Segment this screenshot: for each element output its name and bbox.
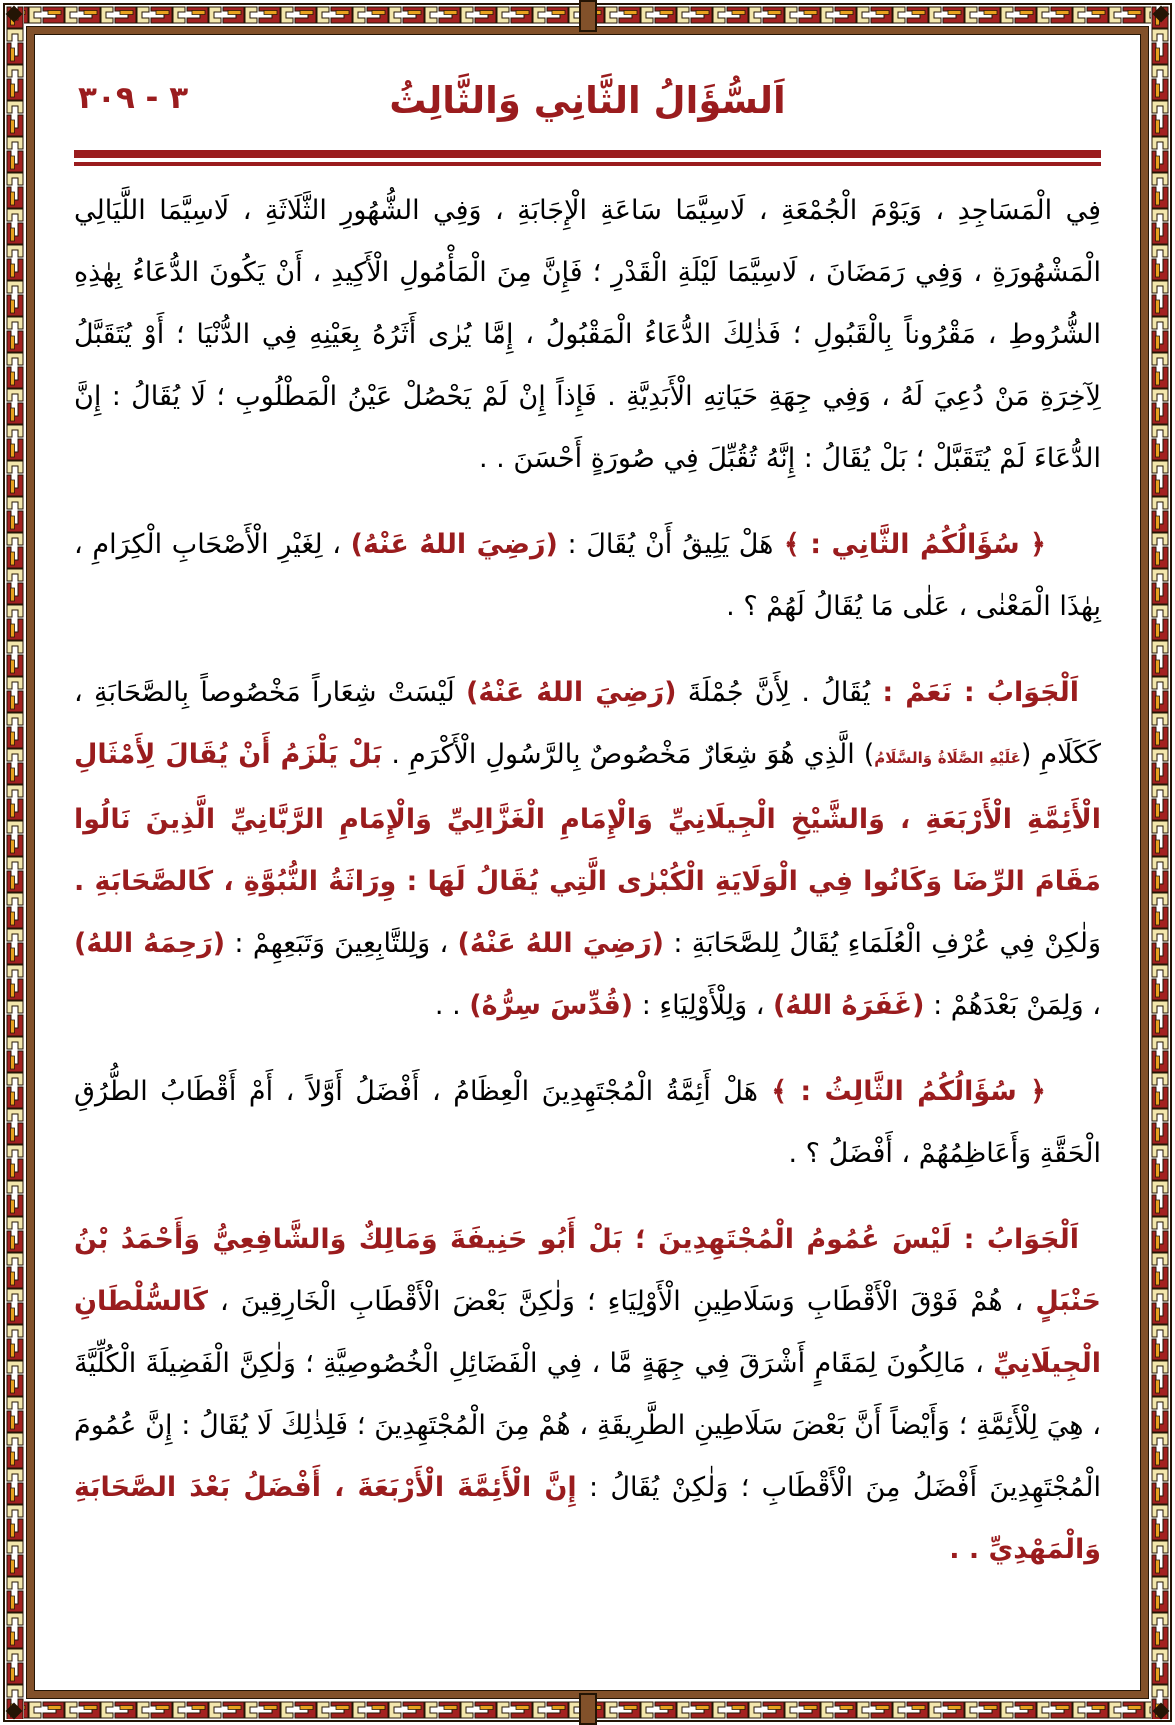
text-run-r: (رَضِيَ اللهُ عَنْهُ) — [457, 928, 665, 959]
document-text — [74, 180, 1101, 1581]
paragraph-intro — [74, 180, 1101, 490]
text-run-r: ﴿ سُؤَالُكُمُ الثَّانِي : ﴾ — [773, 529, 1047, 560]
border-chain-bottom — [6, 1701, 1169, 1719]
border-corner-ornament-bottom-right — [1153, 1703, 1170, 1720]
text-run-k: . . — [434, 990, 470, 1021]
text-run-r: اَلْجَوَابُ : لَيْسَ عُمُومُ الْمُجْتَهِدِينَ ؛ بَلْ أَبُو حَنِيفَةَ وَمَالِكٌ وَالشَّافِعِيُّ وَأَحْمَدُ بْنُ حَنْبَلٍ — [74, 1224, 1101, 1317]
text-run-k: ، وَلِمَنْ بَعْدَهُمْ : — [924, 990, 1101, 1021]
title-rule-thick — [74, 150, 1101, 158]
text-run-r: إِنَّ الْأَئِمَّةَ الْأَرْبَعَةَ ، أَفْضَلُ بَعْدَ الصَّحَابَةِ وَالْمَهْدِيِّ . . — [74, 1472, 1101, 1565]
text-run-k: ، لِغَيْرِ الْأَصْحَابِ الْكِرَامِ ، بِهٰذَا الْمَعْنٰى ، عَلٰى مَا يُقَالُ لَهُمْ ؟ . — [74, 529, 1101, 622]
text-run-k: ، مَالِكُونَ لِمَقَامٍ أَشْرَقَ فِي جِهَةٍ مَّا ، فِي الْفَضَائِلِ الْخُصُوصِيَّةِ ؛ وَلٰكِنَّ الْفَضِيلَةَ الْكُلِّيَّةَ ، هِيَ لِلْأَئِمَّةِ ؛ وَأَيْضاً أَنَّ بَعْضَ سَلَاطِينِ الطَّرِيقَةِ ، هُمْ مِنَ الْمُجْتَهِدِينَ ؛ فَلِذٰلِكَ لَا يُقَالُ : إِنَّ عُمُومَ الْمُجْتَهِدِينَ أَفْضَلُ مِنَ الْأَقْطَابِ ؛ وَلٰكِنْ يُقَالُ : — [74, 1348, 1101, 1503]
text-run-k: ، وَلِلتَّابِعِينَ وَتَبَعِهِمْ : — [225, 928, 458, 959]
page-title: اَلسُّؤَالُ الثَّانِي وَالثَّالِثُ — [389, 79, 786, 122]
paragraph-question-2 — [74, 514, 1101, 638]
text-run-r: (رَضِيَ اللهُ عَنْهُ) — [466, 677, 677, 708]
page-number: ٣ - ٣٠٩ — [78, 80, 189, 116]
text-run-k: لَيْسَتْ شِعَاراً مَخْصُوصاً بِالصَّحَابَةِ ، كَكَلَامِ ( — [74, 677, 1101, 770]
border-corner-ornament-bottom-left — [6, 1703, 23, 1720]
text-run-k: هَلْ أَئِمَّةُ الْمُجْتَهِدِينَ الْعِظَامُ ، أَفْضَلُ أَوَّلاً ، أَمْ أَقْطَابُ الطُّرُقِ الْحَقَّةِ وَأَعَاظِمُهُمْ ، أَفْضَلُ ؟ . — [74, 1076, 1101, 1169]
paragraph-answer-3 — [74, 1209, 1101, 1581]
border-chain-top — [6, 6, 1169, 24]
text-run-r: (رَحِمَهُ اللهُ) — [74, 928, 226, 959]
title-rule-thin — [74, 162, 1101, 166]
border-corner-ornament-top-left — [6, 6, 23, 23]
text-run-r: (قُدِّسَ سِرُّهُ) — [469, 990, 634, 1021]
text-run-k: فِي الْمَسَاجِدِ ، وَيَوْمَ الْجُمْعَةِ ، لَاسِيَّمَا سَاعَةِ الْإِجَابَةِ ، وَفِي الشُّهُورِ الثَّلَاثَةِ ، لَاسِيَّمَا اللَّيَالِي الْمَشْهُورَةِ ، وَفِي رَمَضَانَ ، لَاسِيَّمَا لَيْلَةِ الْقَدْرِ ؛ فَإِنَّ مِنَ الْمَأْمُولِ الْأَكِيدِ ، أَنْ يَكُونَ الدُّعَاءُ بِهٰذِهِ الشُّرُوطِ ، مَقْرُوناً بِالْقَبُولِ ؛ فَذٰلِكَ الدُّعَاءُ الْمَقْبُولُ ، إِمَّا يُرٰى أَثَرُهُ بِعَيْنِهِ فِي الدُّنْيَا ؛ أَوْ يُتَقَبَّلُ لِآخِرَةِ مَنْ دُعِيَ لَهُ ، وَفِي جِهَةِ حَيَاتِهِ الْأَبَدِيَّةِ . فَإِذاً إِنْ لَمْ يَحْصُلْ عَيْنُ الْمَطْلُوبِ ؛ لَا يُقَالُ : إِنَّ الدُّعَاءَ لَمْ يُتَقَبَّلْ ؛ بَلْ يُقَالُ : إِنَّهُ تُقُبِّلَ فِي صُورَةٍ أَحْسَنَ . . — [74, 195, 1101, 474]
border-top-center-ornament — [579, 0, 597, 32]
text-run-r: ﴿ سُؤَالُكُمُ الثَّالِثُ : ﴾ — [757, 1076, 1046, 1107]
text-run-r: كَالسُّلْطَانِ الْجِيلَانِيِّ — [74, 1286, 1101, 1379]
paragraph-question-3 — [74, 1061, 1101, 1185]
text-run-k: ) الَّذِي هُوَ شِعَارٌ مَخْصُوصٌ بِالرَّسُولِ الْأَكْرَمِ . — [382, 739, 875, 770]
text-run-pbuh: عَلَيْهِ الصَّلَاةُ وَالسَّلَامُ — [874, 749, 1021, 767]
text-run-r: (رَضِيَ اللهُ عَنْهُ) — [350, 529, 558, 560]
text-run-r: اَلْجَوَابُ : نَعَمْ : — [870, 677, 1079, 708]
page-content — [36, 36, 1139, 1689]
border-bottom-center-ornament — [579, 1693, 597, 1725]
border-chain-right — [1151, 6, 1169, 1719]
text-run-k: يُقَالُ . لِأَنَّ جُمْلَةَ — [676, 677, 871, 708]
text-run-k: هَلْ يَلِيقُ أَنْ يُقَالَ : — [557, 529, 774, 560]
text-run-r: (غَفَرَهُ اللهُ) — [773, 990, 925, 1021]
border-chain-left — [6, 6, 24, 1719]
page-header — [74, 66, 1101, 144]
paragraph-answer-2 — [74, 662, 1101, 1037]
border-corner-ornament-top-right — [1153, 6, 1170, 23]
text-run-r: بَلْ يَلْزَمُ أَنْ يُقَالَ لِأَمْثَالِ الْأَئِمَّةِ الْأَرْبَعَةِ ، وَالشَّيْخِ الْجِيلَانِيِّ وَالْإِمَامِ الْغَزَّالِيِّ وَالْإِمَامِ الرَّبَّانِيِّ الَّذِينَ نَالُوا مَقَامَ الرِّضَا وَكَانُوا فِي الْوَلَايَةِ الْكُبْرٰى الَّتِي يُقَالُ لَهَا : وِرَاثَةُ النُّبُوَّةِ ، كَالصَّحَابَةِ . — [74, 739, 1101, 897]
text-run-k: ، هُمْ فَوْقَ الْأَقْطَابِ وَسَلَاطِينِ الْأَوْلِيَاءِ ؛ وَلٰكِنَّ بَعْضَ الْأَقْطَابِ الْخَارِقِينَ ، — [207, 1286, 1036, 1317]
text-run-k: وَلٰكِنْ فِي عُرْفِ الْعُلَمَاءِ يُقَالُ لِلصَّحَابَةِ : — [664, 928, 1101, 959]
text-run-k: ، وَلِلْأَوْلِيَاءِ : — [633, 990, 774, 1021]
